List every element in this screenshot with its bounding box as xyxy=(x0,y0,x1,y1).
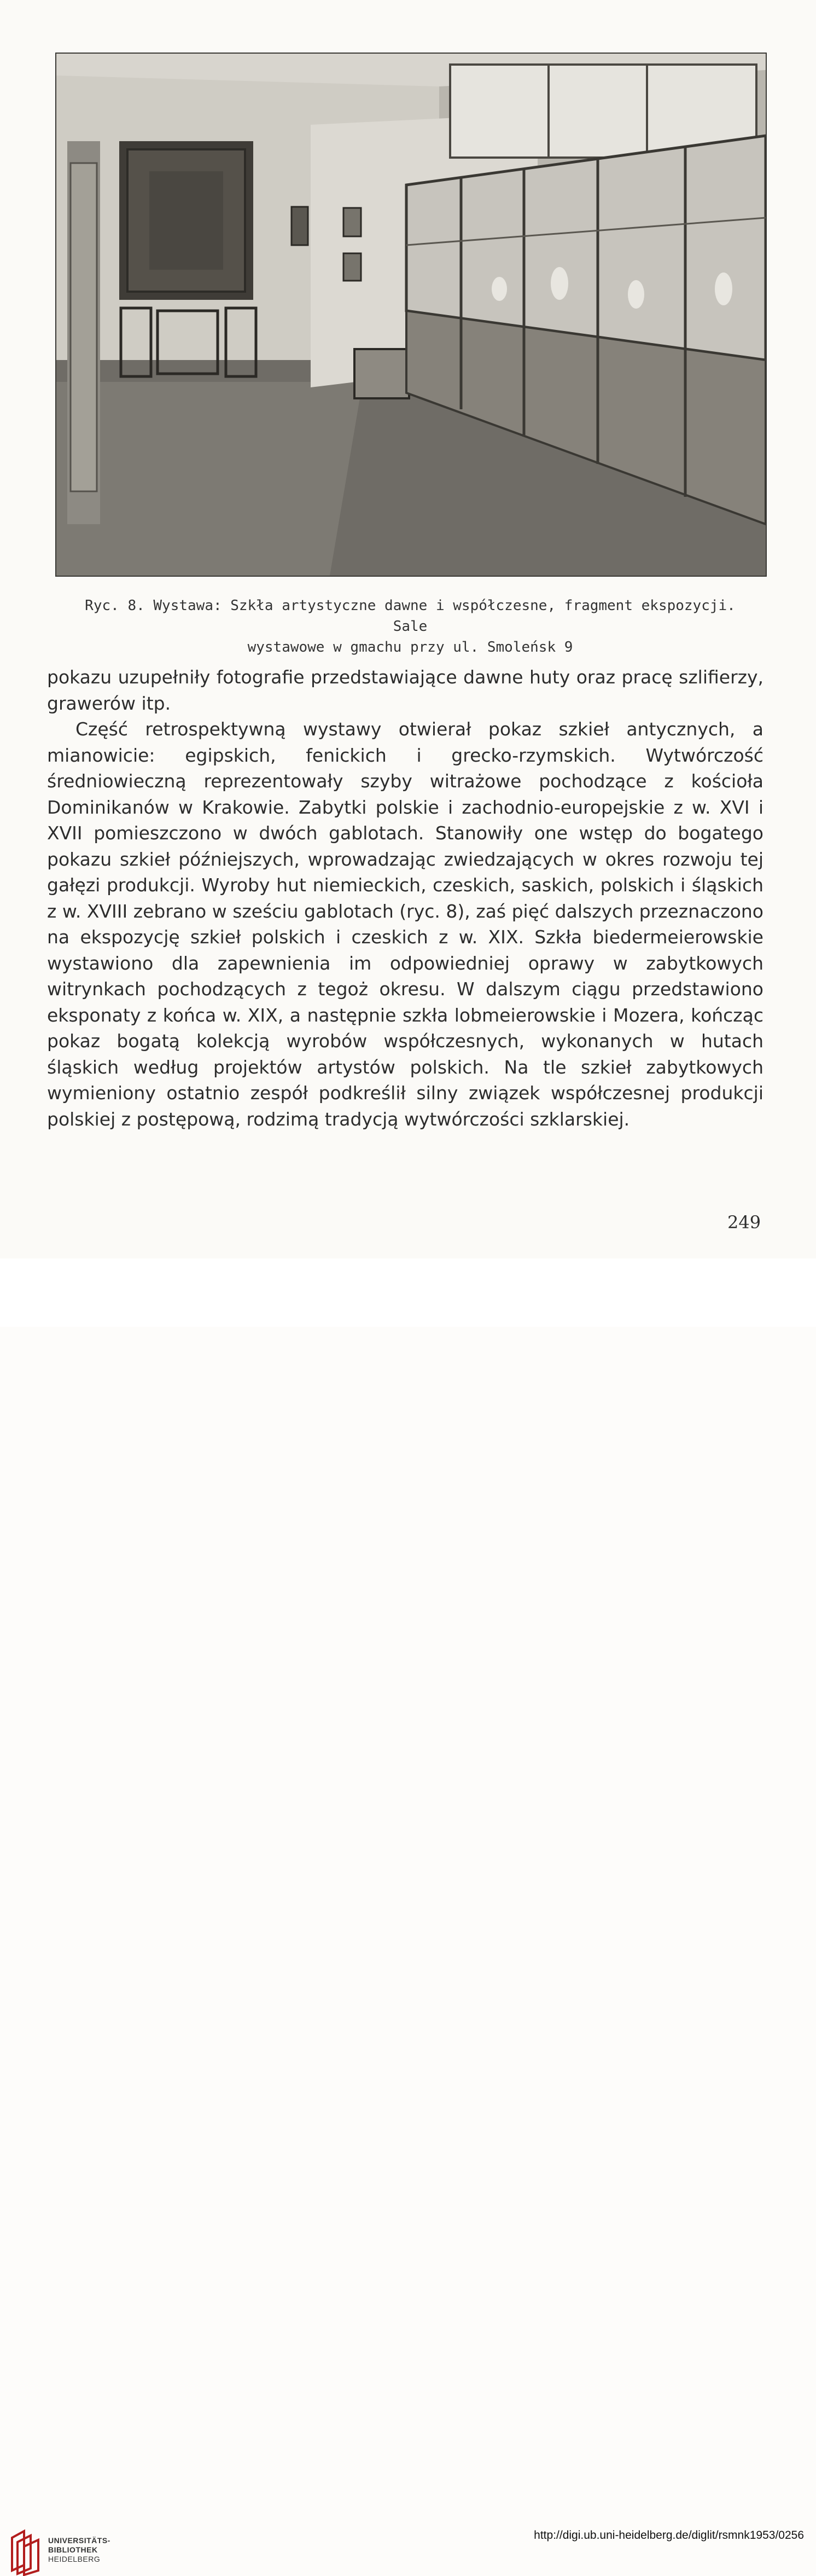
page-number: 249 xyxy=(727,1212,761,1233)
caption-line-2: wystawowe w gmachu przy ul. Smoleńsk 9 xyxy=(247,639,573,655)
exhibition-photograph xyxy=(55,53,767,577)
caption-line-1: Ryc. 8. Wystawa: Szkła artystyczne dawne i współczesne, fragment ekspozycji. Sale xyxy=(85,597,736,635)
digitization-footer xyxy=(0,1258,816,2563)
library-logo-icon xyxy=(8,2527,44,2576)
source-url-link[interactable]: http://digi.ub.uni-heidelberg.de/diglit/rsmnk1953/0256 xyxy=(534,2529,804,2542)
library-name xyxy=(48,2536,110,2564)
body-text xyxy=(47,664,763,1132)
paragraph-2: Część retrospektywną wystawy otwierał pokaz szkieł antycznych, a mianowicie: egipskich, fenickich i grecko-rzymskich. Wytwórczość średniowieczną reprezentowały szyby witrażowe pochodzące z kościoła Dominikanów w Krakowie. Zabytki polskie i zachodnio-europejskie z w. XVI i XVII pomieszczono w dwóch gablotach. Stanowiły one wstęp do bogatego pokazu szkieł późniejszych, wprowadzając zwiedzających w okres rozwoju tej gałęzi produkcji. Wyroby hut niemieckich, czeskich, saskich, polskich i śląskich z w. XVIII zebrano w sześciu gablotach (ryc. 8), zaś pięć dalszych przeznaczono na ekspozycję szkieł polskich i czeskich z w. XIX. Szkła biedermeierowskie wystawiono dla zapewnienia im odpowiedniej oprawy w zabytkowych witrynkach pochodzących z tegoż okresu. W dalszym ciągu przedstawiono eksponaty z końca w. XIX, a następnie szkła lobmeierowskie i Mozera, kończąc pokaz bogatą kolekcją wyrobów współczesnych, wykonanych w hutach śląskich według projektów artystów polskich. Na tle szkieł zabytkowych wymieniony ostatnio zespół podkreślił silny związek współczesnej produkcji polskiej z postępową, rodzimą tradycją wytwórczości szklarskiej. xyxy=(47,718,763,1130)
book-page xyxy=(0,0,816,1258)
library-name-line-1: UNIVERSITÄTS- xyxy=(48,2536,110,2545)
figure-caption xyxy=(66,595,755,658)
museum-exhibition-photo-icon xyxy=(56,54,766,576)
paragraph-1: pokazu uzupełniły fotografie przedstawiające dawne huty oraz pracę szlifierzy, grawerów itp. xyxy=(47,666,763,714)
library-name-line-2: BIBLIOTHEK xyxy=(48,2545,98,2554)
library-name-line-3: HEIDELBERG xyxy=(48,2555,101,2563)
